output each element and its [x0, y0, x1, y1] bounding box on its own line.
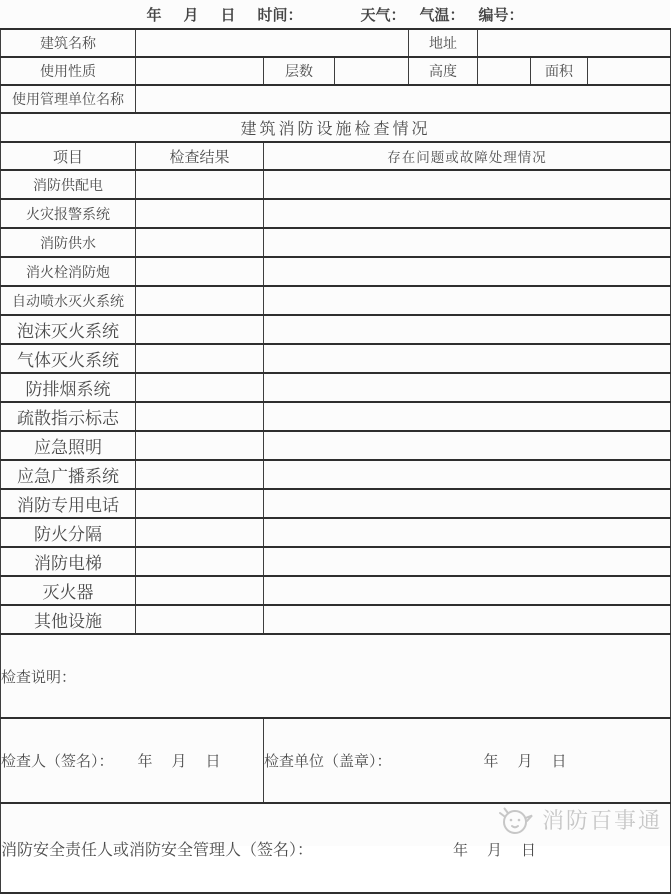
header-date-group — [146, 4, 302, 25]
item-result-cell — [136, 373, 264, 402]
item-problem-cell — [264, 431, 671, 460]
watermark-text: 消防百事通 — [541, 807, 662, 833]
section-header-row — [1, 113, 671, 142]
management-unit-label: 使用管理单位名称 — [1, 85, 136, 113]
item-problem-cell — [264, 605, 671, 634]
item-problem-cell — [264, 489, 671, 518]
item-label: 消防电梯 — [1, 547, 136, 576]
inspector-label: 检查人（签名）： — [1, 753, 114, 770]
item-result-cell — [136, 518, 264, 547]
item-label: 应急广播系统 — [1, 460, 136, 489]
usage-row — [1, 57, 671, 85]
item-problem-cell — [264, 373, 671, 402]
inspection-item-row — [1, 373, 671, 402]
height-label: 高度 — [409, 57, 478, 85]
inspection-item-row — [1, 431, 671, 460]
item-result-cell — [136, 315, 264, 344]
item-problem-cell — [264, 576, 671, 605]
item-result-cell — [136, 228, 264, 257]
item-result-cell — [136, 402, 264, 431]
responsible-date-label: 年 月 日 — [453, 841, 539, 859]
time-label: 时间： — [257, 6, 303, 24]
inspection-item-row — [1, 547, 671, 576]
item-label: 消防供水 — [1, 228, 136, 257]
inspection-item-row — [1, 170, 671, 199]
form-header-line — [0, 0, 670, 28]
inspector-date-label: 年 月 日 — [137, 753, 223, 770]
inspection-item-row — [1, 518, 671, 547]
year-label: 年 — [146, 6, 162, 24]
management-unit-value-cell — [136, 85, 671, 113]
area-label: 面积 — [531, 57, 588, 85]
item-problem-cell — [264, 315, 671, 344]
item-result-cell — [136, 170, 264, 199]
item-problem-cell — [264, 228, 671, 257]
inspection-item-row — [1, 199, 671, 228]
item-problem-cell — [264, 257, 671, 286]
height-value-cell — [478, 57, 531, 85]
area-value-cell — [588, 57, 671, 85]
item-label: 防火分隔 — [1, 518, 136, 547]
item-label: 灭火器 — [1, 576, 136, 605]
item-result-cell — [136, 344, 264, 373]
building-name-value-cell — [136, 29, 409, 57]
month-label: 月 — [183, 6, 199, 24]
item-problem-cell — [264, 402, 671, 431]
item-result-cell — [136, 199, 264, 228]
inspection-item-row — [1, 460, 671, 489]
signature-row — [1, 718, 671, 803]
day-label: 日 — [220, 6, 236, 24]
column-header-problems: 存在问题或故障处理情况 — [264, 142, 671, 170]
address-value-cell — [478, 29, 671, 57]
inspection-item-row — [1, 489, 671, 518]
inspector-signature-cell — [1, 718, 264, 803]
inspection-items-body — [1, 170, 671, 634]
inspection-item-row — [1, 344, 671, 373]
section-title: 建筑消防设施检查情况 — [1, 113, 671, 142]
item-problem-cell — [264, 170, 671, 199]
usage-label: 使用性质 — [1, 57, 136, 85]
item-label: 消防供配电 — [1, 170, 136, 199]
item-label: 防排烟系统 — [1, 373, 136, 402]
responsible-signature-row — [1, 803, 671, 893]
header-meta-group — [361, 4, 524, 25]
item-label: 应急照明 — [1, 431, 136, 460]
item-problem-cell — [264, 547, 671, 576]
inspection-item-row — [1, 228, 671, 257]
floors-value-cell — [335, 57, 409, 85]
unit-signature-cell — [264, 718, 671, 803]
management-unit-row — [1, 85, 671, 113]
temperature-label: 气温： — [419, 6, 465, 24]
inspection-item-row — [1, 286, 671, 315]
responsible-label: 消防安全责任人或消防安全管理人（签名）： — [1, 841, 314, 859]
building-name-label: 建筑名称 — [1, 29, 136, 57]
inspection-item-row — [1, 315, 671, 344]
inspection-form-table — [0, 28, 671, 894]
column-header-row — [1, 142, 671, 170]
item-label: 火灾报警系统 — [1, 199, 136, 228]
unit-label: 检查单位（盖章）： — [264, 753, 392, 770]
item-problem-cell — [264, 199, 671, 228]
item-label: 消防专用电话 — [1, 489, 136, 518]
inspection-item-row — [1, 576, 671, 605]
item-result-cell — [136, 460, 264, 489]
inspection-item-row — [1, 402, 671, 431]
item-label: 自动喷水灭火系统 — [1, 286, 136, 315]
column-header-result: 检查结果 — [136, 142, 264, 170]
usage-value-cell — [136, 57, 264, 85]
inspection-item-row — [1, 257, 671, 286]
weather-label: 天气： — [360, 6, 406, 24]
serial-number-label: 编号： — [478, 6, 524, 24]
item-problem-cell — [264, 286, 671, 315]
address-label: 地址 — [409, 29, 478, 57]
item-problem-cell — [264, 460, 671, 489]
item-problem-cell — [264, 518, 671, 547]
item-label: 消火栓消防炮 — [1, 257, 136, 286]
responsible-signature-cell — [1, 803, 671, 893]
item-result-cell — [136, 605, 264, 634]
item-result-cell — [136, 431, 264, 460]
unit-date-label: 年 月 日 — [483, 753, 569, 770]
item-result-cell — [136, 547, 264, 576]
item-label: 气体灭火系统 — [1, 344, 136, 373]
item-label: 疏散指示标志 — [1, 402, 136, 431]
notes-cell — [1, 634, 671, 718]
floors-label: 层数 — [264, 57, 335, 85]
inspection-item-row — [1, 605, 671, 634]
building-name-row — [1, 29, 671, 57]
item-result-cell — [136, 576, 264, 605]
item-result-cell — [136, 257, 264, 286]
item-label: 泡沫灭火系统 — [1, 315, 136, 344]
notes-row — [1, 634, 671, 718]
item-problem-cell — [264, 344, 671, 373]
item-result-cell — [136, 286, 264, 315]
item-label: 其他设施 — [1, 605, 136, 634]
notes-label: 检查说明： — [1, 668, 77, 686]
column-header-item: 项目 — [1, 142, 136, 170]
item-result-cell — [136, 489, 264, 518]
